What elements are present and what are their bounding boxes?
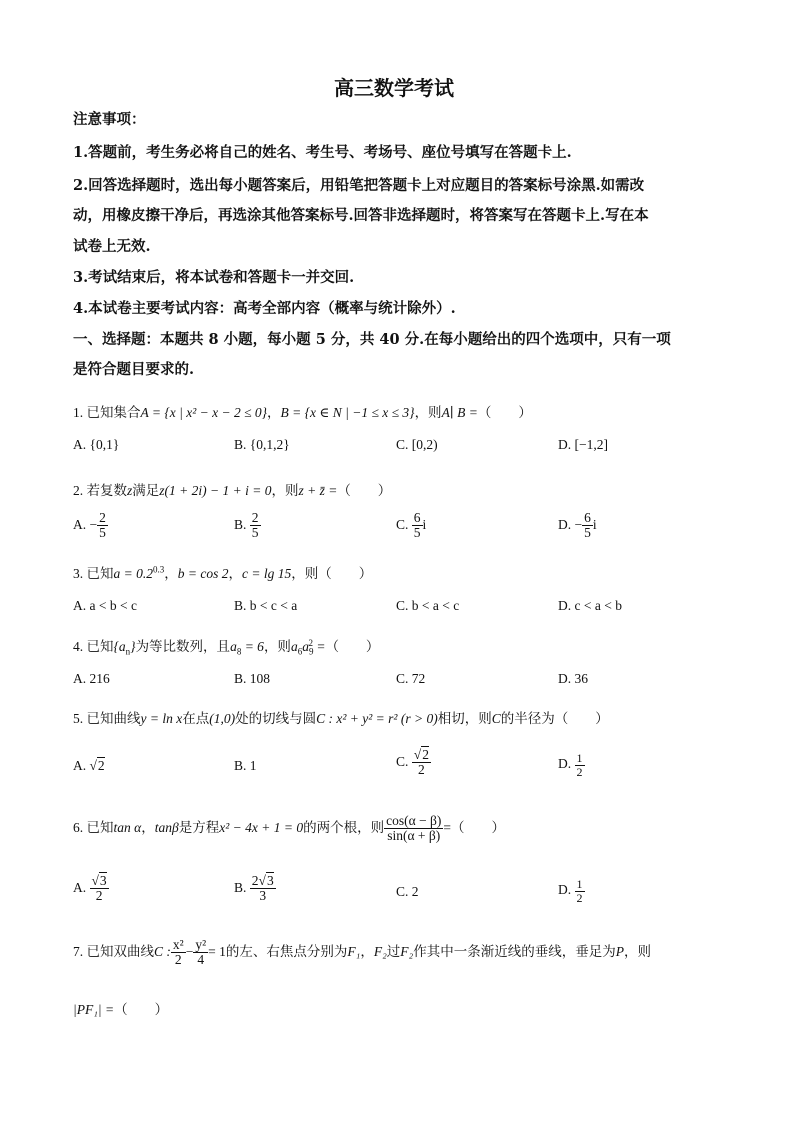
q5-a-label: A. <box>73 758 87 773</box>
q1-blank: （ ） <box>477 405 532 420</box>
q3-blank: ，则（ ） <box>291 566 373 581</box>
q5-c-fraction <box>412 748 431 777</box>
q2-equation: z(1 + 2i) − 1 + i = 0 <box>159 483 272 498</box>
q7-text-2: 的左、右焦点分别为 <box>225 943 348 959</box>
q4-seq-close: } <box>130 639 136 654</box>
q5-c: C <box>491 711 501 726</box>
q6-a-label: A. <box>73 879 87 895</box>
q6-d-den: 2 <box>576 890 583 905</box>
q1-set-b: B = {x ∈ N | −1 ≤ x ≤ 3} <box>280 405 415 420</box>
q4-eq: = <box>312 639 326 654</box>
q2-option-a <box>73 511 108 540</box>
notice-item-1: 1.答题前，考生务必将自己的姓名、考生号、考场号、座位号填写在答题卡上. <box>73 144 572 161</box>
q2-b-den: 5 <box>251 525 259 541</box>
q2-text-3: ，则 <box>271 483 299 498</box>
q6-tan-beta: tanβ <box>154 819 179 835</box>
q5-option-c <box>396 748 431 777</box>
q4-text-2: 为等比数列，且 <box>135 639 231 654</box>
q2-text-2: 满足 <box>132 483 160 498</box>
q7-minus: − <box>185 943 194 959</box>
q7-abs-pf1: |PF₁| = <box>73 1002 115 1017</box>
q2-c-fraction <box>412 511 423 540</box>
notice-item-2-line-1: 2.回答选择题时，选出每小题答案后，用铅笔把答题卡上对应题目的答案标号涂黑.如需改 <box>73 177 645 194</box>
q6-d-fraction <box>575 878 585 904</box>
q5-point: (1,0) <box>209 711 236 726</box>
q5-text: 5. 已知曲线 <box>73 711 141 726</box>
q7-blank: （ ） <box>114 1002 169 1017</box>
q2-a-num: 2 <box>99 510 106 525</box>
notice-heading: 注意事项： <box>73 111 146 128</box>
q7-p: P <box>615 943 624 959</box>
q6-option-d <box>558 878 585 904</box>
q4-sub-6: 6 <box>297 646 303 657</box>
sqrt-icon: √ <box>258 873 266 888</box>
q4-a9: a <box>302 639 309 654</box>
q2-option-c <box>396 511 426 540</box>
q7-text: 7. 已知双曲线 <box>73 943 154 959</box>
q5-d-num: 1 <box>576 751 583 765</box>
question-2-stem <box>73 479 391 499</box>
q2-b-label: B. <box>234 516 247 532</box>
q3-exponent: 0.3 <box>153 564 165 575</box>
q4-a8: a <box>230 639 237 654</box>
q5-d-den: 2 <box>576 764 583 779</box>
q2-d-num: 6 <box>584 510 591 525</box>
q5-circle: C : x² + y² = r² (r > 0) <box>316 711 438 726</box>
q5-d-fraction <box>575 752 585 778</box>
q2-b-num: 2 <box>251 510 259 525</box>
q7-y-den: 4 <box>197 952 205 968</box>
q6-b-num <box>250 874 276 889</box>
q6-text: 6. 已知 <box>73 819 114 835</box>
q1-option-d: D. [−1,2] <box>558 437 608 452</box>
notice-item-2-line-3: 试卷上无效. <box>73 238 151 255</box>
q7-sep: ， <box>360 943 374 959</box>
q6-den: sin(α + β) <box>387 828 441 844</box>
q2-c-den: 5 <box>413 525 421 541</box>
sqrt-icon: √ <box>89 758 97 773</box>
q3-text: 3. 已知 <box>73 566 114 581</box>
q2-blank: （ ） <box>337 483 392 498</box>
q2-c-label: C. <box>396 516 409 532</box>
question-7-line-2 <box>73 998 168 1018</box>
q6-b-label: B. <box>234 879 247 895</box>
q1-text-2: ，则 <box>414 405 442 420</box>
q2-b-fraction <box>250 511 261 540</box>
q5-a-radicand: 2 <box>97 758 105 773</box>
q5-text-4: 相切，则 <box>437 711 492 726</box>
q4-text: 4. 已知 <box>73 639 114 654</box>
question-5-stem <box>73 707 609 727</box>
q2-text: 2. 若复数 <box>73 483 127 498</box>
q4-option-c: C. 72 <box>396 671 426 686</box>
q2-a-fraction <box>97 511 108 540</box>
q3-a-def: a = 0.2 <box>113 566 153 581</box>
q3-option-b: B. b < c < a <box>234 598 298 613</box>
question-7-stem <box>73 938 651 967</box>
q2-d-imag: i <box>592 516 597 532</box>
q6-a-fraction <box>90 874 109 903</box>
q3-option-a: A. a < b < c <box>73 598 137 613</box>
q2-a-label: A. <box>73 516 87 532</box>
question-6-stem <box>73 814 505 843</box>
q6-a-radicand: 3 <box>99 873 107 888</box>
question-3-stem <box>73 562 372 582</box>
q3-sep-1: ， <box>164 566 178 581</box>
q5-d-label: D. <box>558 756 572 772</box>
q4-option-d: D. 36 <box>558 671 588 686</box>
q2-option-b <box>234 511 261 540</box>
q1-set-a: A = {x | x² − x − 2 ≤ 0} <box>140 405 268 420</box>
q6-b-coef: 2 <box>251 873 259 888</box>
q2-c-imag: i <box>422 516 427 532</box>
q6-tan-alpha: tan α <box>113 819 142 835</box>
q1-text: 1. 已知集合 <box>73 405 141 420</box>
q5-option-d <box>558 752 585 778</box>
notice-item-4: 4.本试卷主要考试内容：高考全部内容（概率与统计除外）. <box>73 300 456 317</box>
q3-option-c: C. b < a < c <box>396 598 460 613</box>
sqrt-icon: √ <box>91 873 99 888</box>
q5-c-label: C. <box>396 753 409 769</box>
section-heading-line-1: 一、选择题：本题共 8 小题，每小题 5 分，共 40 分.在每小题给出的四个选项中，只有一项 <box>73 331 671 348</box>
q5-c-num <box>412 748 431 763</box>
section-heading-line-2: 是符合题目要求的. <box>73 361 195 378</box>
q5-c-den: 2 <box>417 762 425 778</box>
q2-expression: z + z̄ = <box>298 483 338 498</box>
q1-option-c: C. [0,2) <box>396 437 438 452</box>
sqrt-icon: √ <box>413 747 422 762</box>
q5-text-3: 处的切线与圆 <box>235 711 317 726</box>
q7-f1: F₁ <box>347 943 361 959</box>
q4-option-b: B. 108 <box>234 671 271 686</box>
q3-c-def: c = lg 15 <box>241 566 292 581</box>
q2-d-sign: − <box>574 516 583 532</box>
q1-option-a: A. {0,1} <box>73 437 120 452</box>
q1-option-b: B. {0,1,2} <box>234 437 290 452</box>
q6-option-b <box>234 874 276 903</box>
q6-equation: x² − 4x + 1 = 0 <box>219 819 304 835</box>
notice-item-2-line-2: 动，用橡皮擦干净后，再选涂其他答案标号.回答非选择题时，将答案写在答题卡上.写在本 <box>73 207 649 224</box>
q4-sub-n: n <box>125 646 131 657</box>
q7-fraction-y <box>193 938 208 967</box>
q4-option-a: A. 216 <box>73 671 110 686</box>
q6-a-den: 2 <box>95 888 103 904</box>
q7-fraction-x <box>171 938 186 967</box>
q6-b-den: 3 <box>259 888 267 904</box>
q5-blank: 的半径为（ ） <box>500 711 609 726</box>
q6-a-num <box>90 874 109 889</box>
q6-text-3: 的两个根，则 <box>303 819 385 835</box>
q4-sub-8: 8 <box>236 646 242 657</box>
q5-curve: y = ln x <box>140 711 183 726</box>
q2-var: z <box>127 483 133 498</box>
q3-sep-2: ， <box>228 566 242 581</box>
q7-x-den: 2 <box>174 952 182 968</box>
q2-a-sign: − <box>89 516 98 532</box>
q3-b-def: b = cos 2 <box>177 566 229 581</box>
q7-x-num: x² <box>172 937 184 952</box>
q2-option-d <box>558 511 597 540</box>
question-4-stem <box>73 635 379 657</box>
q4-a8-value: = 6 <box>241 639 264 654</box>
q5-option-b: B. 1 <box>234 758 257 773</box>
q6-option-c: C. 2 <box>396 884 419 899</box>
q7-text-3: 过 <box>386 943 401 959</box>
q7-c: C : <box>154 943 171 959</box>
q7-y-num: y² <box>195 937 207 952</box>
q7-f2: F₂ <box>373 943 387 959</box>
q6-blank: =（ ） <box>443 819 505 835</box>
q2-d-fraction <box>582 511 593 540</box>
q2-a-den: 5 <box>99 525 106 541</box>
q6-b-radicand: 3 <box>266 873 274 888</box>
q4-text-3: ，则 <box>263 639 291 654</box>
q4-sup-2: 2 <box>308 637 313 648</box>
q4-a6: a <box>290 639 298 654</box>
page-title: 高三数学考试 <box>334 76 454 100</box>
q7-text-5: ，则 <box>623 943 651 959</box>
q6-num: cos(α − β) <box>386 813 442 828</box>
notice-item-3: 3.考试结束后，将本试卷和答题卡一并交回. <box>73 269 355 286</box>
q6-d-num: 1 <box>576 877 583 891</box>
q5-option-a <box>73 758 105 774</box>
q1-sep: ， <box>267 405 281 420</box>
question-1-stem <box>73 401 532 421</box>
q5-c-radicand: 2 <box>422 747 429 762</box>
q7-f2-b: F₂ <box>400 943 414 959</box>
q4-seq: {a <box>113 639 126 654</box>
q2-d-label: D. <box>558 516 572 532</box>
q6-option-a <box>73 874 109 903</box>
q2-d-den: 5 <box>584 525 591 541</box>
q4-sub-9: 9 <box>308 646 314 657</box>
q5-text-2: 在点 <box>182 711 210 726</box>
q6-b-fraction <box>250 874 276 903</box>
q1-expression: A∣ B = <box>441 405 478 420</box>
q6-text-2: 是方程 <box>178 819 220 835</box>
q6-d-label: D. <box>558 882 572 898</box>
q2-c-num: 6 <box>413 510 421 525</box>
q7-text-4: 作其中一条渐近线的垂线，垂足为 <box>413 943 616 959</box>
q3-option-d: D. c < a < b <box>558 598 622 613</box>
q6-fraction <box>384 814 443 843</box>
q4-blank: （ ） <box>325 639 380 654</box>
q7-eq: = 1 <box>208 943 226 959</box>
q6-sep: ， <box>141 819 155 835</box>
